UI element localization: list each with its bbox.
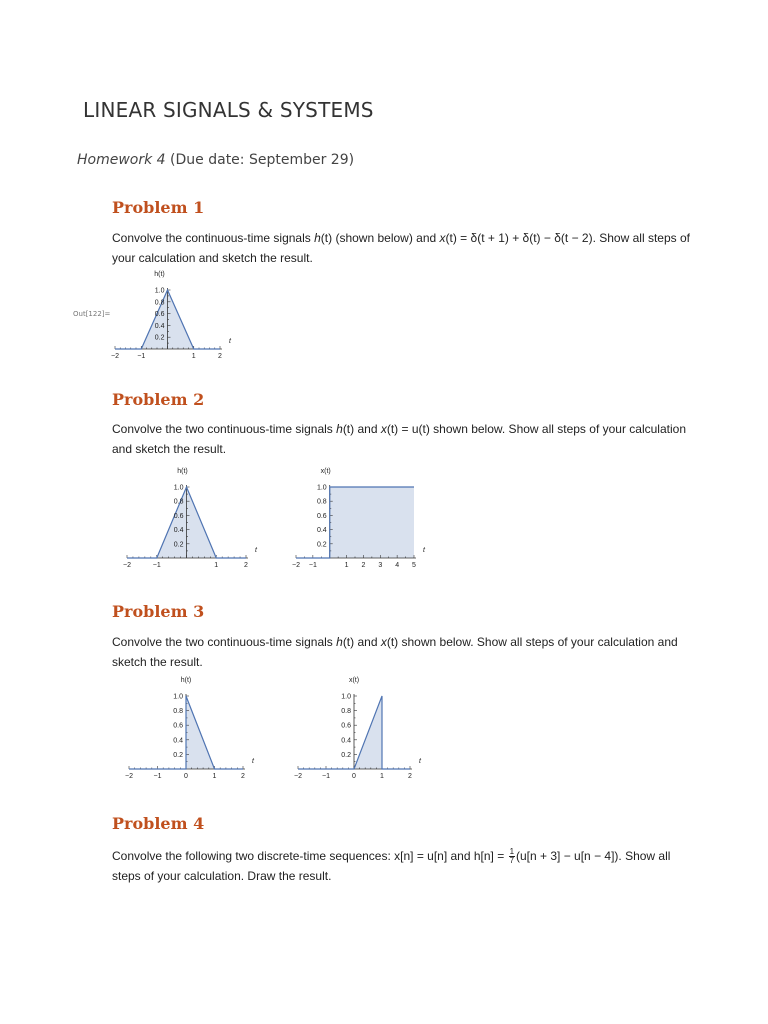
- problem-2-heading: Problem 2: [112, 390, 205, 409]
- y-tick-label: 0.8: [154, 299, 165, 307]
- problem-1-h-symbol: h: [314, 231, 321, 245]
- x-tick-label: 2: [218, 353, 222, 360]
- problem-2-t-arg: (t): [342, 422, 355, 436]
- y-tick-label: 0.4: [341, 737, 351, 745]
- problem-1-x-symbol: x: [439, 231, 446, 245]
- problem-3-h-symbol: h: [336, 635, 343, 649]
- x-tick-label: 0: [352, 773, 356, 780]
- x-tick-label: −2: [111, 353, 119, 360]
- x-tick-label: −1: [152, 562, 161, 569]
- x-tick-label: 2: [361, 562, 366, 569]
- problem-4-text-a: Convolve the following two discrete-time sequences: x[n] = u[n] and h[n] =: [112, 849, 508, 863]
- x-tick-label: 2: [241, 773, 245, 780]
- x-tick-label: 1: [214, 562, 219, 569]
- problem-1-text-a: Convolve the continuous-time signals: [112, 231, 315, 245]
- y-tick-label: 0.4: [154, 322, 165, 330]
- y-axis-label: x(t): [320, 468, 331, 475]
- x-tick-label: 2: [408, 773, 412, 780]
- y-tick-label: 0.6: [316, 512, 327, 520]
- problem-2-text-a: Convolve the two continuous-time signals: [112, 422, 337, 436]
- x-axis-label: t: [252, 758, 254, 765]
- y-tick-label: 1.0: [173, 484, 184, 492]
- fraction-one-seventh: [509, 848, 515, 865]
- page-title: LINEAR SIGNALS & SYSTEMS: [83, 98, 374, 122]
- problem-3-text-a: Convolve the two continuous-time signals: [112, 635, 337, 649]
- y-tick-label: 0.8: [316, 498, 327, 506]
- x-tick-label: 0: [184, 773, 188, 780]
- problem-3-t-arg: (t): [342, 635, 355, 649]
- y-tick-label: 0.4: [316, 527, 327, 535]
- y-tick-label: 0.4: [173, 737, 183, 745]
- y-tick-label: 0.6: [173, 722, 183, 730]
- x-tick-label: −1: [153, 773, 162, 780]
- problem-3-x-symbol: x: [380, 635, 387, 649]
- problem-4-heading: Problem 4: [112, 814, 205, 833]
- problem-3-text-b: and: [354, 635, 381, 649]
- homework-due-date: (Due date: September 29): [170, 152, 355, 168]
- x-axis-label: t: [419, 758, 421, 765]
- y-tick-label: 0.8: [341, 708, 351, 716]
- problem-3-heading: Problem 3: [112, 602, 205, 621]
- x-tick-label: 1: [344, 562, 349, 569]
- fraction-denominator: 7: [509, 856, 515, 866]
- problem-1-t-arg: (t): [320, 231, 333, 245]
- x-tick-label: 3: [378, 562, 383, 569]
- y-tick-label: 0.2: [341, 751, 351, 759]
- problem-1-heading: Problem 1: [112, 198, 205, 217]
- x-tick-label: −2: [292, 562, 300, 569]
- y-tick-label: 1.0: [154, 287, 165, 295]
- x-axis-label: t: [423, 547, 425, 554]
- y-axis-label: x(t): [348, 677, 360, 684]
- y-tick-label: 0.8: [173, 498, 184, 506]
- x-tick-label: −1: [322, 773, 330, 780]
- x-tick-label: 5: [412, 562, 416, 569]
- y-tick-label: 0.6: [173, 512, 184, 520]
- y-axis-label: h(t): [180, 677, 192, 684]
- y-tick-label: 1.0: [341, 693, 351, 701]
- x-tick-label: −1: [308, 562, 317, 569]
- fraction-numerator: 1: [509, 847, 515, 857]
- y-tick-label: 1.0: [173, 693, 183, 701]
- problem-2-h-symbol: h: [336, 422, 343, 436]
- x-tick-label: −2: [294, 773, 302, 780]
- problem-4-text-b: (u[n + 3] − u[n − 4]). Show all steps of your calculation. Draw the result.: [112, 849, 671, 883]
- homework-label: Homework 4: [77, 152, 166, 168]
- y-tick-label: 0.2: [173, 541, 184, 549]
- y-tick-label: 0.6: [341, 722, 351, 730]
- problem-2-equation: (t) = u(t) shown below. Show all steps of your calculation and sketch the result.: [112, 422, 686, 456]
- y-axis-label: h(t): [154, 271, 165, 278]
- x-tick-label: 2: [244, 562, 248, 569]
- problem-4-text: [112, 846, 702, 886]
- y-axis-label: h(t): [177, 468, 188, 475]
- x-axis-label: t: [229, 338, 231, 345]
- output-cell-label: Out[122]=: [73, 310, 111, 318]
- problem-2-text-b: and: [354, 422, 381, 436]
- x-tick-label: 1: [380, 773, 384, 780]
- x-tick-label: −2: [125, 773, 133, 780]
- problem-1-equation: (t) = δ(t + 1) + δ(t) − δ(t − 2). Show all steps of your calculation and sketch the result.: [112, 231, 690, 265]
- x-axis-label: t: [255, 547, 257, 554]
- x-tick-label: 4: [395, 562, 400, 569]
- y-tick-label: 0.2: [316, 541, 327, 549]
- x-tick-label: 1: [212, 773, 217, 780]
- y-tick-label: 0.6: [154, 311, 165, 319]
- y-tick-label: 1.0: [316, 484, 327, 492]
- x-tick-label: −2: [123, 562, 131, 569]
- y-tick-label: 0.2: [173, 751, 183, 759]
- y-tick-label: 0.4: [173, 527, 184, 535]
- problem-3-equation: (t) shown below. Show all steps of your calculation and sketch the result.: [112, 635, 678, 669]
- x-tick-label: −1: [137, 353, 146, 360]
- y-tick-label: 0.2: [154, 334, 165, 342]
- y-tick-label: 0.8: [173, 708, 183, 716]
- problem-2-x-symbol: x: [380, 422, 387, 436]
- x-tick-label: 1: [191, 353, 196, 360]
- problem-1-text-b: (shown below) and: [332, 231, 440, 245]
